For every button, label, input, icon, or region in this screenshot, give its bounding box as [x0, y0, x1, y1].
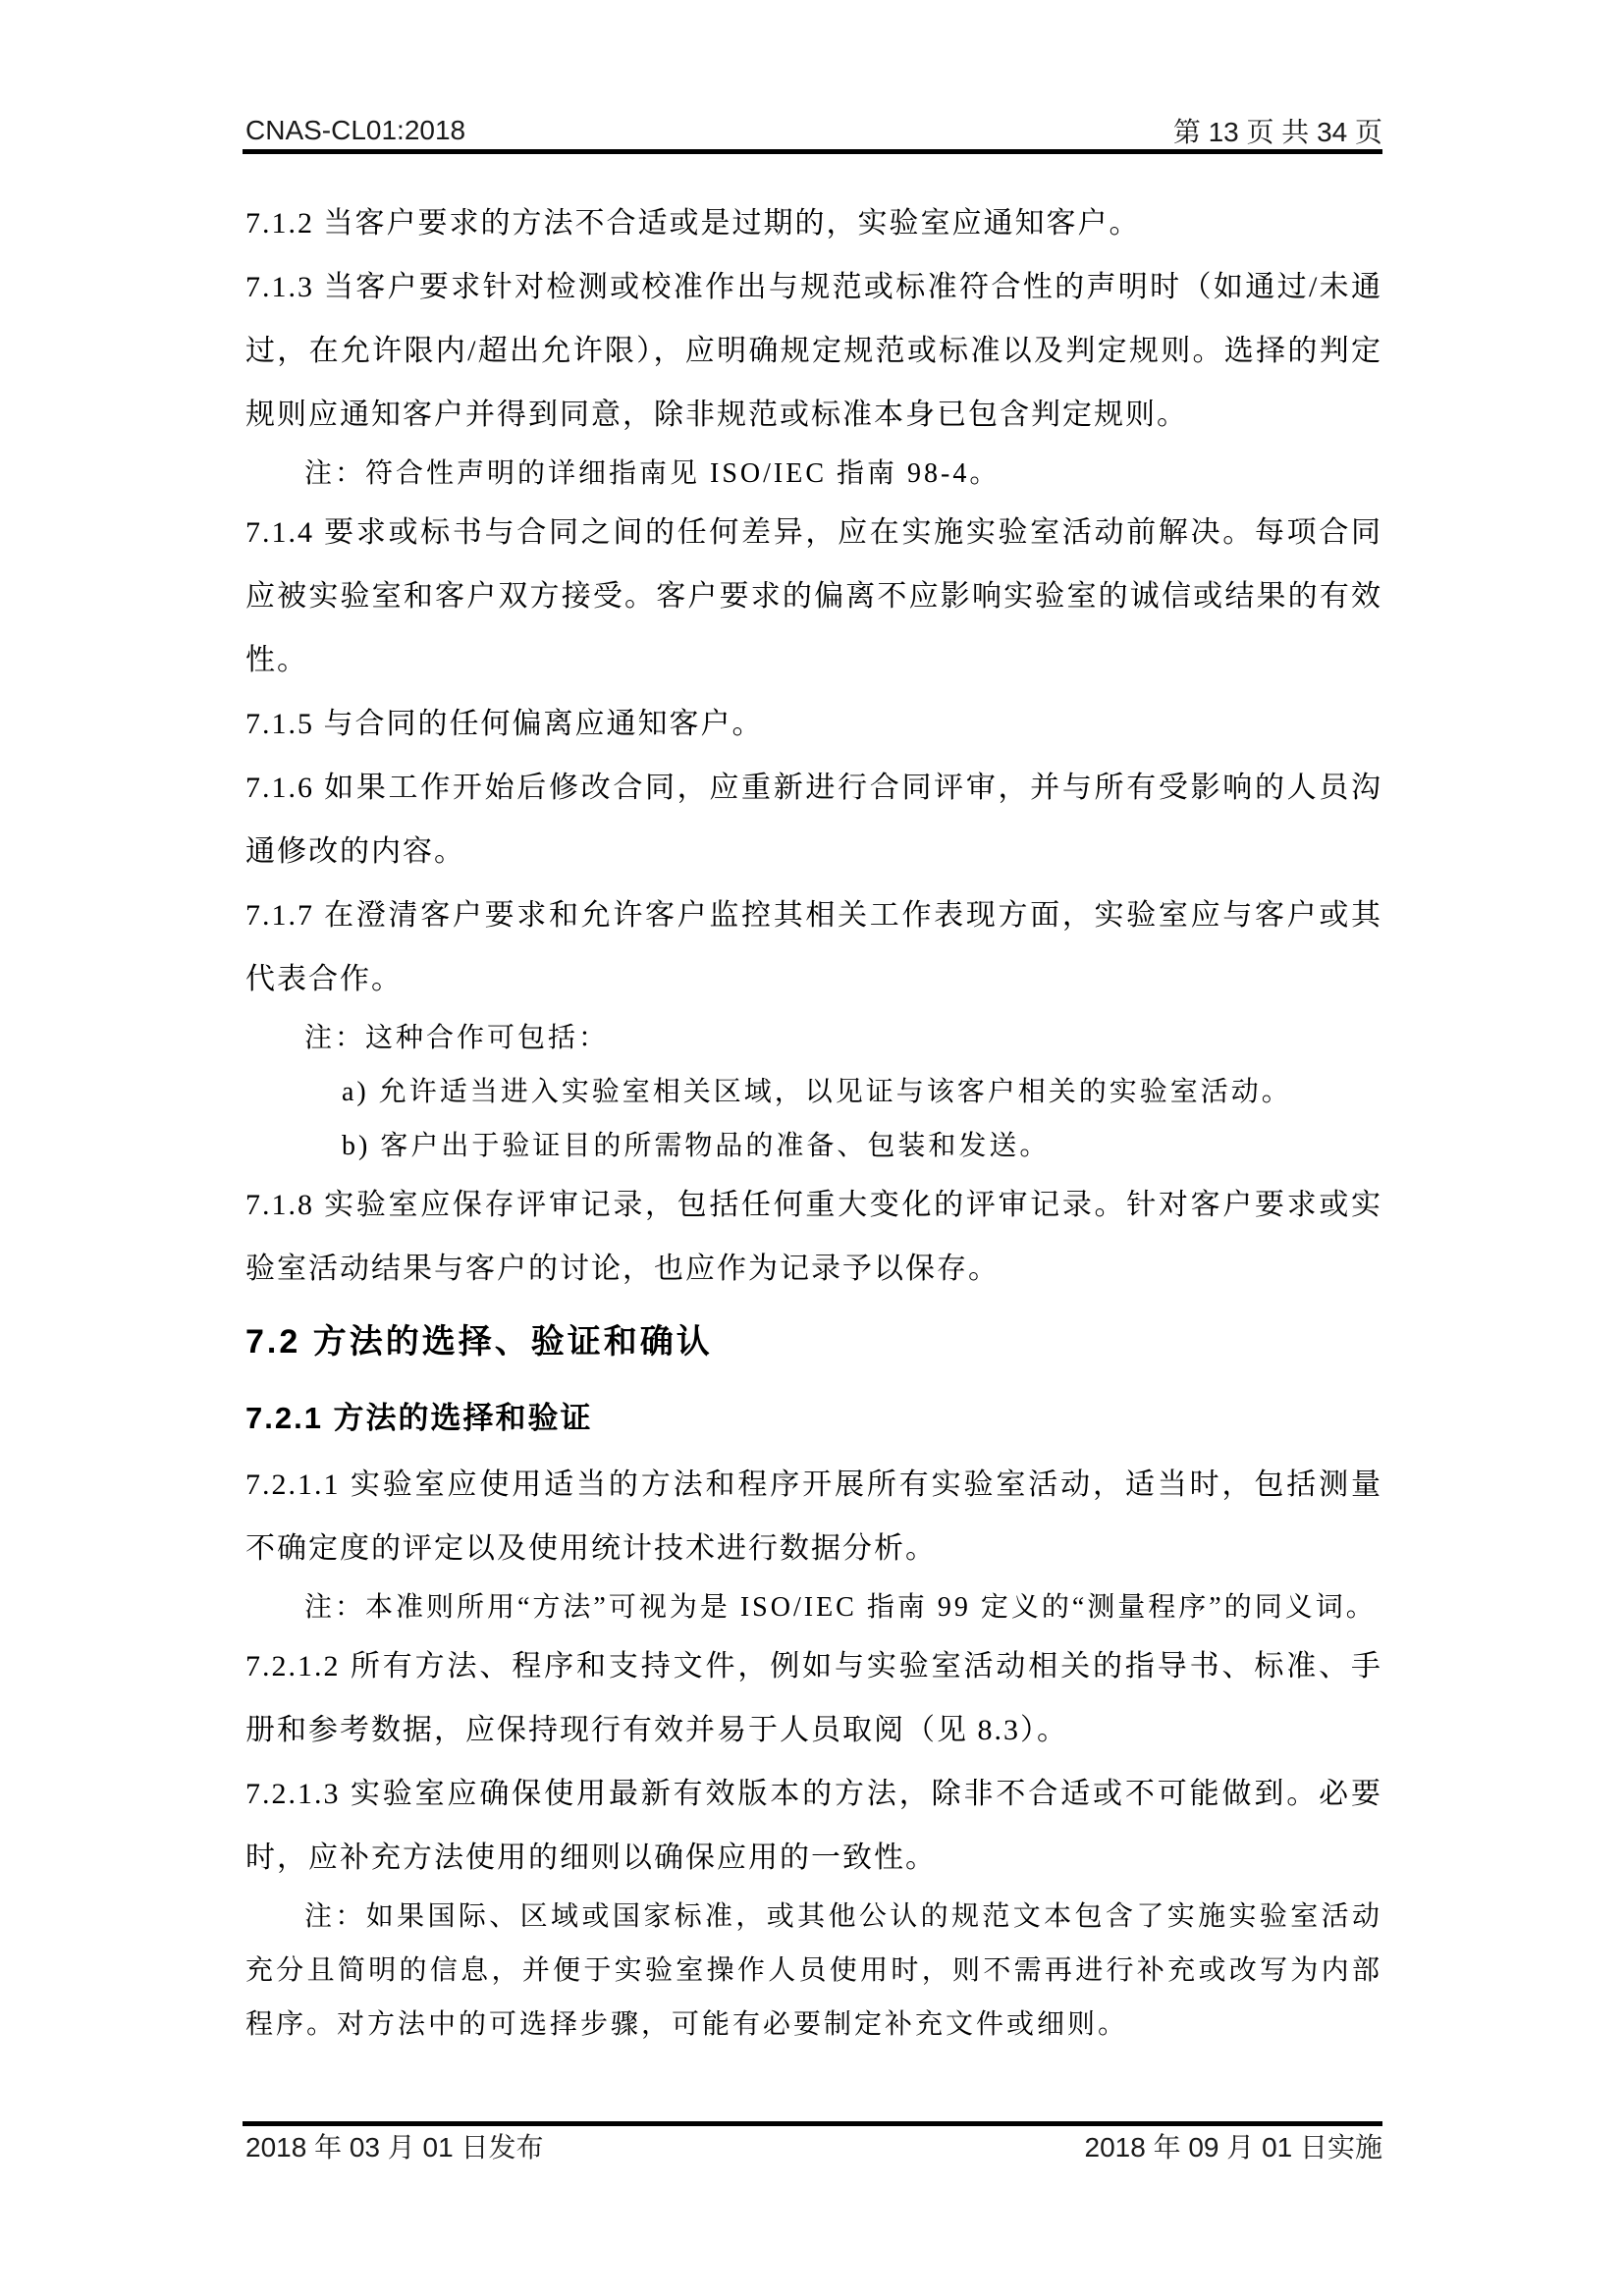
note-item-b: b) 客户出于验证目的所需物品的准备、包装和发送。: [342, 1131, 1051, 1161]
footer-implementation-date: 2018 年 09 月 01 日实施: [1084, 2132, 1382, 2163]
note-method-definition: 注：本准则所用“方法”可视为是 ISO/IEC 指南 99 定义的“测量程序”的同义词。: [304, 1592, 1377, 1623]
clause-7-1-4: 7.1.4 要求或标书与合同之间的任何差异，应在实施实验室活动前解决。每项合同应被实验室和客户双方接受。客户要求的偏离不应影响实验室的诚信或结果的有效性。: [245, 516, 1382, 676]
page-header: [245, 108, 1382, 153]
clause-7-1-5: 7.1.5 与合同的任何偏离应通知客户。: [245, 708, 764, 740]
clause-7-1-7: 7.1.7 在澄清客户要求和允许客户监控其相关工作表现方面，实验室应与客户或其代表合作。: [245, 899, 1382, 995]
clause-7-1-8: 7.1.8 实验室应保存评审记录，包括任何重大变化的评审记录。针对客户要求或实验室活动结果与客户的讨论，也应作为记录予以保存。: [245, 1189, 1382, 1285]
clause-7-1-3: 7.1.3 当客户要求针对检测或校准作出与规范或标准符合性的声明时（如通过/未通过，在允许限内/超出允许限），应明确规定规范或标准以及判定规则。选择的判定规则应通知客户并得到同意，除非规范或标准本身已包含判定规则。: [245, 271, 1382, 431]
clause-7-2-1-2: 7.2.1.2 所有方法、程序和支持文件，例如与实验室活动相关的指导书、标准、手册和参考数据，应保持现行有效并易于人员取阅（见 8.3）。: [245, 1650, 1382, 1746]
header-rule: [243, 149, 1382, 154]
note-conformity-statement: 注：符合性声明的详细指南见 ISO/IEC 指南 98-4。: [304, 458, 1001, 489]
header-page-number: 第 13 页 共 34 页: [1172, 117, 1382, 147]
page-footer: [245, 2128, 1382, 2163]
section-heading-7-2: 7.2 方法的选择、验证和确认: [245, 1323, 713, 1361]
note-cooperation: 注：这种合作可包括：: [304, 1023, 610, 1053]
clause-7-1-6: 7.1.6 如果工作开始后修改合同，应重新进行合同评审，并与所有受影响的人员沟通修改的内容。: [245, 772, 1382, 868]
footer-issue-date: 2018 年 03 月 01 日发布: [245, 2132, 544, 2163]
clause-7-2-1-3: 7.2.1.3 实验室应确保使用最新有效版本的方法，除非不合适或不可能做到。必要时，应补充方法使用的细则以确保应用的一致性。: [245, 1778, 1382, 1874]
note-item-a: a) 允许适当进入实验室相关区域，以见证与该客户相关的实验室活动。: [342, 1077, 1292, 1107]
document-body: [245, 191, 1382, 2052]
clause-7-2-1-1: 7.2.1.1 实验室应使用适当的方法和程序开展所有实验室活动，适当时，包括测量不确定度的评定以及使用统计技术进行数据分析。: [245, 1468, 1382, 1565]
header-doc-code: CNAS-CL01:2018: [245, 115, 466, 145]
clause-7-1-2: 7.1.2 当客户要求的方法不合适或是过期的，实验室应通知客户。: [245, 207, 1141, 240]
subsection-heading-7-2-1: 7.2.1 方法的选择和验证: [245, 1401, 593, 1435]
note-standard-sufficiency: 注：如果国际、区域或国家标准，或其他公认的规范文本包含了实施实验室活动充分且简明的信息，并便于实验室操作人员使用时，则不需再进行补充或改写为内部程序。对方法中的可选择步骤，可能有必要制定补充文件或细则。: [245, 1901, 1382, 2040]
